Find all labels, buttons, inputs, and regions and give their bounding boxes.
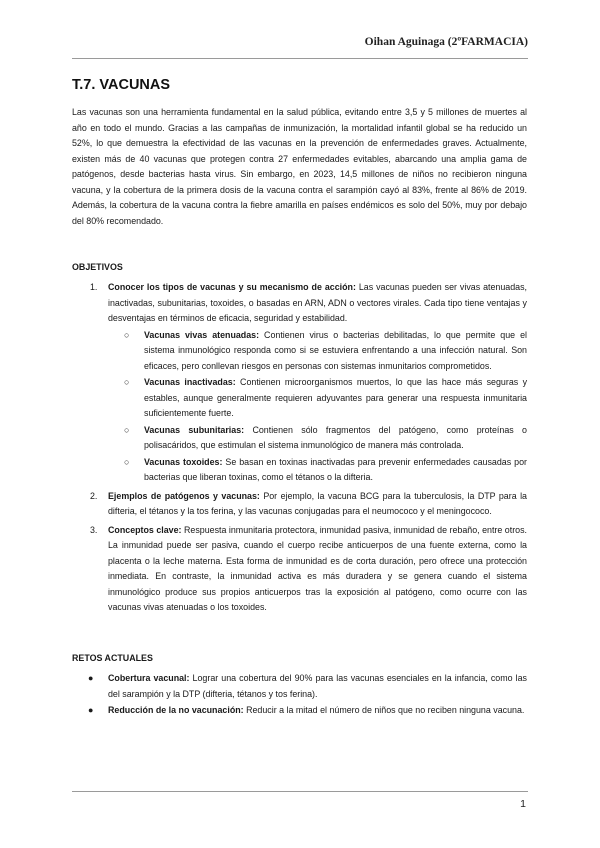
challenge-item: [72, 671, 527, 702]
intro-paragraph: Las vacunas son una herramienta fundamental en la salud pública, evitando entre 3,5 y 5 millones de muertes al año en todo el mundo. Gracias a las campañas de inmunización, la mortalidad infantil global se ha reducido un 52%, lo que demuestra la efectividad de las vacunas en la prevención de enfermedades graves. Actualmente, existen más de 40 vacunas que protegen contra 27 enfermedades evitables, abarcando una amplia gama de patógenos, desde bacterias hasta virus. Sin embargo, en 2023, 14,5 millones de niños no recibieron ninguna vacuna, y la cobertura de la primera dosis de la vacuna contra el sarampión cayó al 83%, frente al 86% de 2019. Además, la cobertura de la vacuna contra la fiebre amarilla en países endémicos es solo del 50%, muy por debajo del 80% recomendado.: [72, 107, 527, 226]
vaccine-type-text: Se basan en toxinas inactivadas para prevenir enfermedades causadas por bacterias que liberan toxinas, como el tétanos o la difteria.: [144, 456, 527, 482]
challenges-list: [72, 671, 527, 720]
objective-title: Conocer los tipos de vacunas y su mecanismo de acción:: [108, 282, 356, 292]
objective-item: [72, 523, 527, 616]
challenge-text: Lograr una cobertura del 90% para las vacunas esenciales en la infancia, como las del sarampión y la DTP (difteria, tétanos y tos ferina).: [108, 673, 527, 699]
challenge-item: [72, 703, 527, 719]
vaccine-type-item: [108, 375, 527, 422]
objectives-list: [72, 280, 527, 619]
circle-bullet-icon: ○: [124, 424, 130, 435]
objective-text: Las vacunas pueden ser vivas atenuadas, inactivadas, subunitarias, toxoides, o basadas en ARN, ADN o vectores virales. Cada tipo tiene ventajas y desventajas en términos de eficacia, seguridad y estabilidad.: [108, 282, 527, 323]
vaccine-type-text: Contienen sólo fragmentos del patógeno, como proteínas o polisacáridos, que estimulan el sistema inmunológico de manera más controlada.: [144, 424, 527, 450]
page-title: T.7. VACUNAS: [72, 77, 171, 93]
objective-text: Respuesta inmunitaria protectora, inmunidad pasiva, inmunidad de rebaño, entre otros. La inmunidad puede ser pasiva, cuando el cuerpo recibe anticuerpos de una fuente externa, como la placenta o la leche materna. Esta forma de inmunidad es de corta duración, pero ofrece una protección inmediata. En contraste, la inmunidad activa es más duradera y se genera cuando el sistema inmunológico produce sus propios anticuerpos tras la exposición al patógeno, como ocurre con las vacunas vivas atenuadas o los toxoides.: [108, 524, 527, 612]
objective-title: Ejemplos de patógenos y vacunas:: [108, 490, 260, 501]
objective-item: [72, 280, 527, 486]
objective-text: Por ejemplo, la vacuna BCG para la tuberculosis, la DTP para la difteria, el tétanos y la tos ferina, y las vacunas conjugadas para el neumococo y el meningococo.: [108, 490, 527, 516]
header-author: Oihan Aguinaga (2ºFARMACIA): [364, 36, 528, 48]
challenge-title: Cobertura vacunal:: [108, 673, 190, 683]
vaccine-type-title: Vacunas subunitarias:: [144, 424, 245, 435]
vaccine-type-title: Vacunas toxoides:: [144, 456, 223, 467]
page-number: 1: [520, 798, 526, 810]
vaccine-types-list: [108, 328, 527, 486]
challenge-title: Reducción de la no vacunación:: [108, 705, 244, 715]
objective-number: 3.: [90, 524, 98, 535]
objective-title: Conceptos clave:: [108, 524, 182, 535]
bullet-dot-icon: ●: [88, 705, 94, 715]
challenge-text: Reducir a la mitad el número de niños que no reciben ninguna vacuna.: [243, 705, 525, 715]
bullet-dot-icon: ●: [88, 673, 94, 683]
circle-bullet-icon: ○: [124, 329, 130, 340]
vaccine-type-title: Vacunas vivas atenuadas:: [144, 329, 260, 340]
vaccine-type-item: [108, 423, 527, 454]
vaccine-type-item: [108, 328, 527, 375]
vaccine-type-text: Contienen virus o bacterias debilitadas, lo que permite que el sistema inmunológico responda como si se estuviera enfrentando a una infección natural. Son eficaces, pero conllevan riesgos en personas con sistemas inmunitarios comprometidos.: [144, 329, 527, 371]
vaccine-type-text: Contienen microorganismos muertos, lo que las hace más seguras y estables, aunque generalmente requieren adyuvantes para generar una respuesta inmunitaria suficientemente fuerte.: [144, 377, 528, 418]
objective-item: [72, 489, 527, 520]
circle-bullet-icon: ○: [124, 377, 130, 387]
challenges-heading: RETOS ACTUALES: [72, 653, 153, 663]
header-divider: [72, 58, 528, 59]
circle-bullet-icon: ○: [124, 456, 130, 467]
footer-divider: [72, 791, 528, 792]
objectives-heading: OBJETIVOS: [72, 262, 123, 272]
vaccine-type-item: [108, 455, 527, 486]
vaccine-type-title: Vacunas inactivadas:: [144, 377, 236, 387]
objective-number: 2.: [90, 490, 98, 501]
objective-number: 1.: [90, 282, 98, 292]
